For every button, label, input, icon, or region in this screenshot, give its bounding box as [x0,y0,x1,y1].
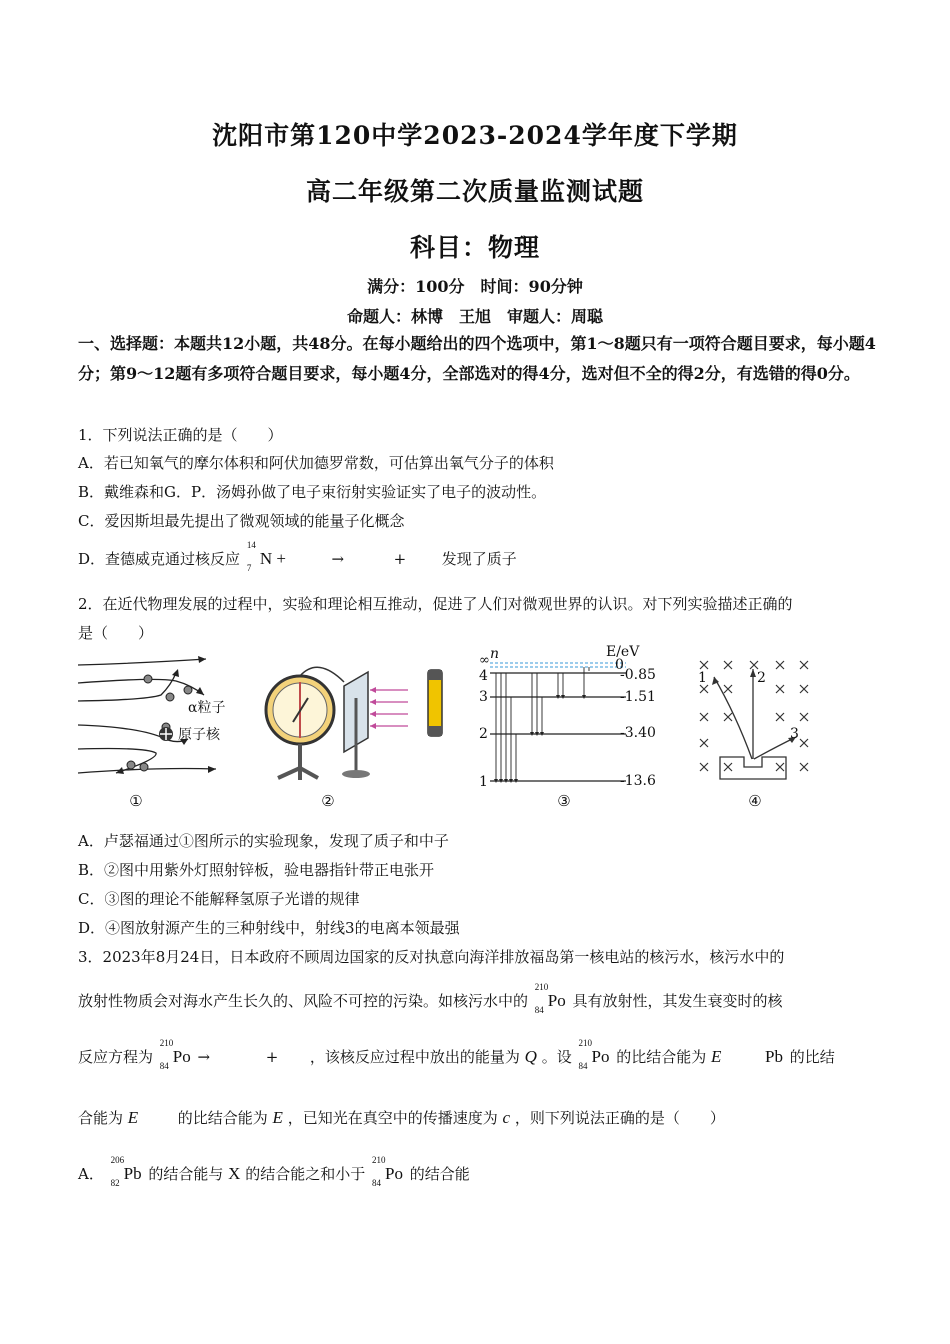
fig3-level-n: 1 [479,774,488,790]
polonium-nuclide: 210 84 Po [534,982,566,1015]
fig3-level-e: 0 [615,657,624,673]
fig4-ray-1-label: 1 [698,670,707,686]
q3-option-a: A． 206 82 Pb 的结合能与 X 的结合能之和小于 210 84 Po 的结合能 [78,1155,470,1188]
q2-option-d: D．④图放射源产生的三种射线中，射线3的电离本领最强 [78,919,460,937]
q2-option-b: B．②图中用紫外灯照射锌板，验电器指针带正电张开 [78,861,435,879]
q1-option-d [78,540,517,573]
q2-stem-line2: 是（ ） [78,624,154,642]
exam-info-score-time: 满分：100分 时间：90分钟 [367,277,583,296]
nitrogen-nuclide: 14 7 N + [246,540,286,573]
q2-option-a: A．卢瑟福通过①图所示的实验现象，发现了质子和中子 [78,832,449,850]
section-instruction: 一、选择题：本题共12小题，共48分。在每小题给出的四个选项中，第1～8题只有一项符合题目要求，每小题4分；第9～12题有多项符合题目要求，每小题4分，全部选对的得4分，选对但不全的得2分，有选错的得0分。 [78,334,876,383]
q1-d-suffix: 发现了质子 [441,550,517,568]
q3-line3: 反应方程为 210 84 Po → + ，该核反应过程中放出的能量为 Q 。设 210 84 Po 的比结合能为 E Pb 的比结 [78,1038,835,1071]
fig3-e-label: E/eV [606,644,640,660]
lead-nuclide: 206 82 Pb [110,1155,142,1188]
q1-option-c: C．爱因斯坦最先提出了微观领域的能量子化概念 [78,512,405,530]
q2-stem-line1: 2．在近代物理发展的过程中，实验和理论相互推动，促进了人们对微观世界的认识。对下列实验描述正确的 [78,595,793,613]
polonium-nuclide: 210 84 Po [159,1038,191,1071]
polonium-nuclide: 210 84 Po [578,1038,610,1071]
fig1-caption: ① [129,792,143,810]
fig4-caption: ④ [748,792,762,810]
figure-electroscope [258,660,458,785]
q3-line2: 放射性物质会对海水产生长久的、风险不可控的污染。如核污水中的 210 84 Po 具有放射性，其发生衰变时的核 [78,982,783,1015]
q1-option-a: A．若已知氧气的摩尔体积和阿伏加德罗常数，可估算出氧气分子的体积 [78,454,554,472]
lead-symbol: Pb [764,1047,783,1066]
exam-info-authors: 命题人：林博 王旭 审题人：周聪 [346,307,603,326]
polonium-nuclide: 210 84 Po [372,1155,403,1188]
fig3-level-n: 2 [479,726,488,742]
fig3-level-e: -0.85 [620,667,656,683]
fig1-nucleus-label: 原子核 [178,727,220,743]
fig4-ray-3-label: 3 [790,726,799,742]
q2-option-c: C．③图的理论不能解释氢原子光谱的规律 [78,890,360,908]
fig1-alpha-label: α粒子 [188,700,226,716]
q1-stem: 1．下列说法正确的是（ ） [78,426,283,444]
exam-subject: 科目：物理 [409,233,540,262]
fig3-level-n: ∞ [479,653,490,668]
q1-d-prefix: D．查德威克通过核反应 [78,550,241,568]
fig3-level-e: -3.40 [620,725,656,741]
q1-d-arrow: → [331,550,345,568]
fig3-level-n: 3 [479,689,488,705]
figure-alpha-scattering [76,655,246,780]
q3-line4: 合能为 E 的比结合能为 E ，已知光在真空中的传播速度为 c ，则下列说法正确的是（ ） [78,1108,725,1127]
q1-d-plus: + [393,550,407,568]
q3-line1: 3．2023年8月24日，日本政府不顾周边国家的反对执意向海洋排放福岛第一核电站的核污水，核污水中的 [78,948,785,966]
q1-option-b: B．戴维森和G．P．汤姆孙做了电子束衍射实验证实了电子的波动性。 [78,483,547,501]
fig3-level-e: -13.6 [620,773,656,789]
fig4-ray-2-label: 2 [757,670,766,686]
fig3-level-n: 4 [479,668,488,684]
nucleus-icon [159,727,173,741]
fig2-caption: ② [321,792,335,810]
exam-title-grade: 高二年级第二次质量监测试题 [305,177,644,206]
fig3-level-e: -1.51 [620,689,656,705]
fig3-caption: ③ [557,792,571,810]
fig3-n-label: n [490,646,500,662]
exam-title-school: 沈阳市第120中学2023-2024学年度下学期 [212,121,738,150]
